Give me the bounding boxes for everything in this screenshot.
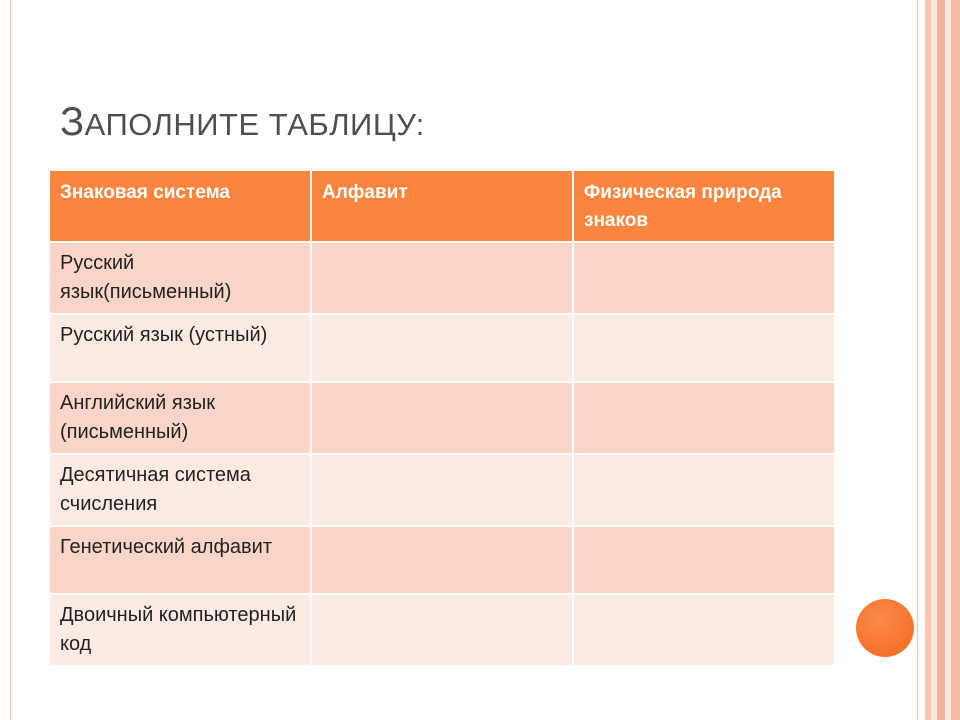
physical-nature-cell[interactable] <box>574 243 834 313</box>
alphabet-cell[interactable] <box>312 527 572 593</box>
row-label: Десятичная система счисления <box>50 455 310 525</box>
decorative-stripes <box>918 0 960 720</box>
physical-nature-cell[interactable] <box>574 527 834 593</box>
table-row <box>50 455 834 525</box>
table-row <box>50 315 834 381</box>
header-physical-nature: Физическая природа знаков <box>574 171 834 241</box>
table-row <box>50 527 834 593</box>
physical-nature-cell[interactable] <box>574 315 834 381</box>
row-label: Русский язык (устный) <box>50 315 310 381</box>
row-label: Английский язык (письменный) <box>50 383 310 453</box>
table-row <box>50 595 834 665</box>
physical-nature-cell[interactable] <box>574 455 834 525</box>
title-rest: АПОЛНИТЕ ТАБЛИЦУ: <box>84 107 425 142</box>
slide-title <box>60 100 425 145</box>
row-label: Двоичный компьютерный код <box>50 595 310 665</box>
physical-nature-cell[interactable] <box>574 383 834 453</box>
alphabet-cell[interactable] <box>312 315 572 381</box>
decorative-circle-icon <box>856 599 914 657</box>
physical-nature-cell[interactable] <box>574 595 834 665</box>
table-header-row <box>50 171 834 241</box>
header-sign-system: Знаковая система <box>50 171 310 241</box>
row-label: Русский язык(письменный) <box>50 243 310 313</box>
alphabet-cell[interactable] <box>312 595 572 665</box>
row-label: Генетический алфавит <box>50 527 310 593</box>
alphabet-cell[interactable] <box>312 455 572 525</box>
table-row <box>50 383 834 453</box>
fill-in-table <box>48 169 836 667</box>
header-alphabet: Алфавит <box>312 171 572 241</box>
title-first-letter: З <box>60 100 85 144</box>
table-row <box>50 243 834 313</box>
alphabet-cell[interactable] <box>312 383 572 453</box>
alphabet-cell[interactable] <box>312 243 572 313</box>
